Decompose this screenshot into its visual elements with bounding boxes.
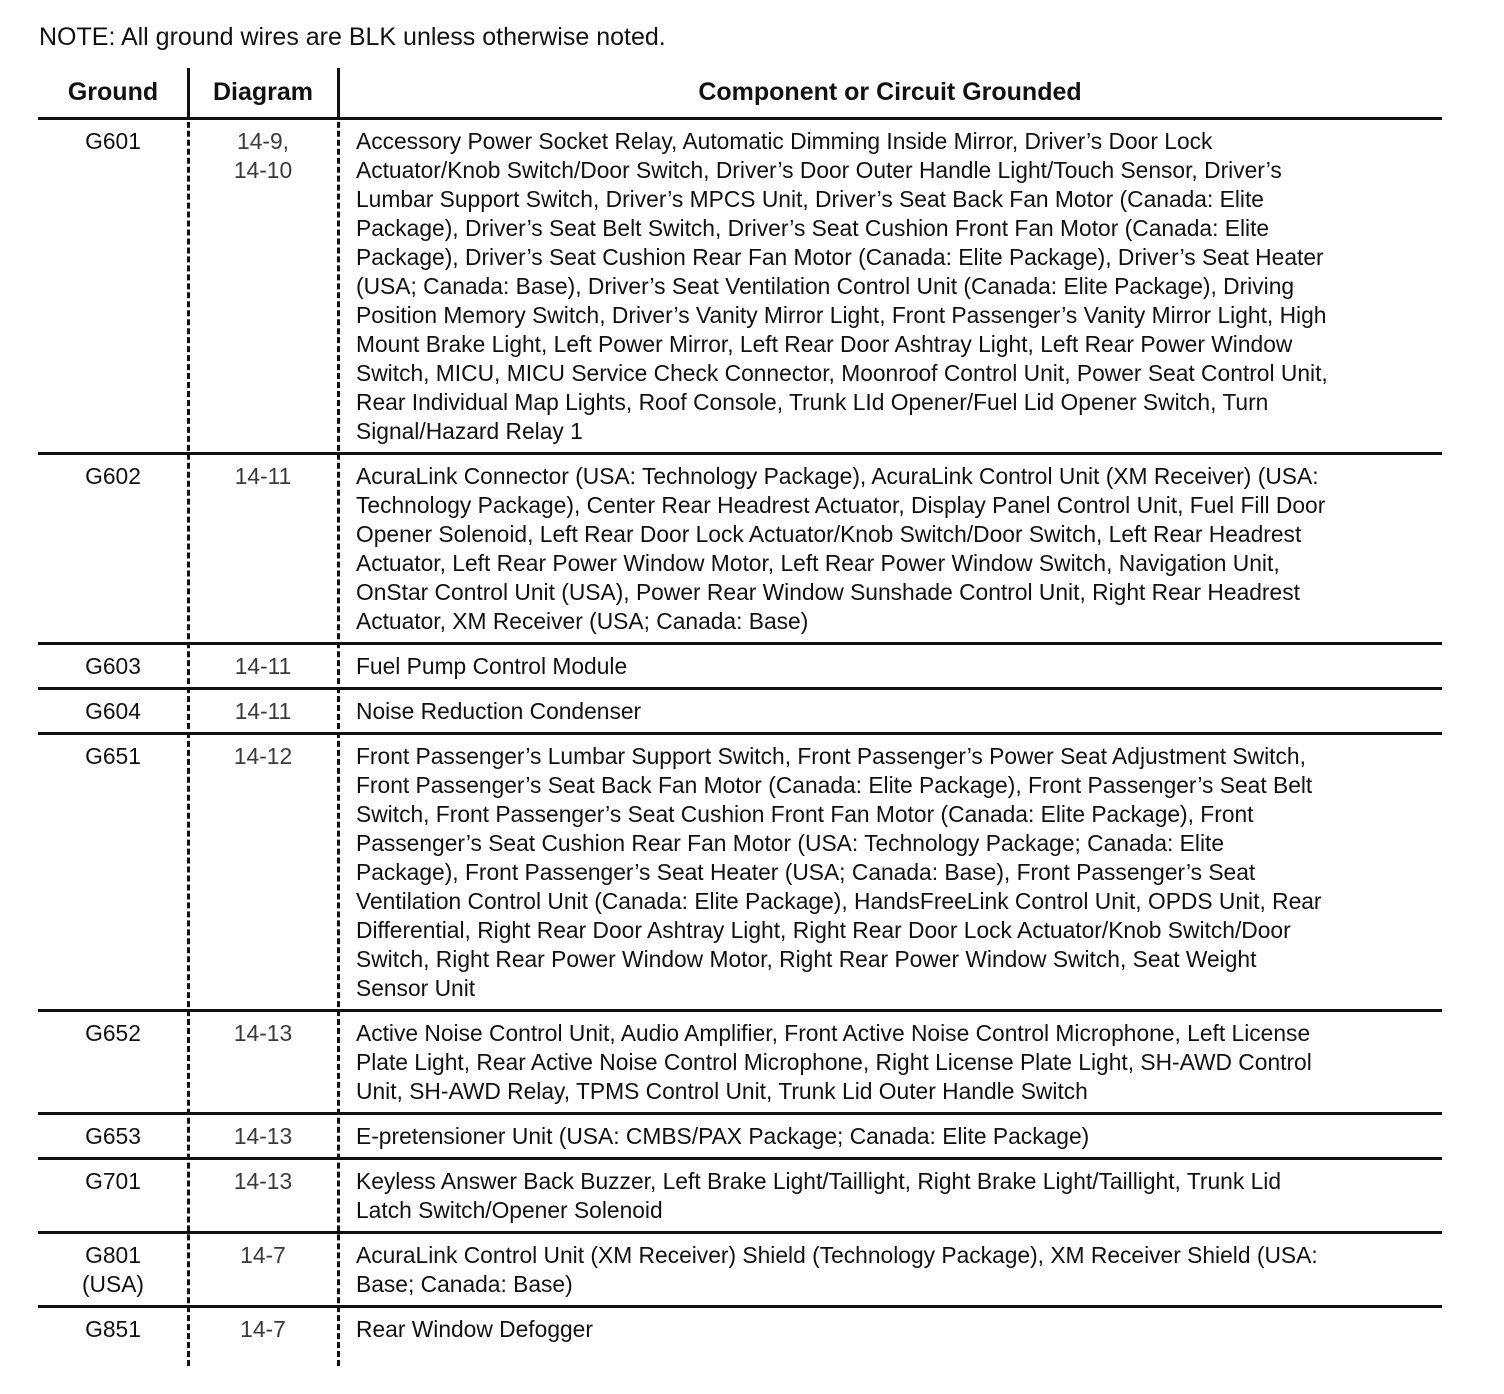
diagram-cell: 14-13 — [233, 1020, 293, 1046]
ground-cell: G604 — [85, 698, 141, 724]
ground-table — [38, 68, 1442, 1350]
table-row — [38, 1115, 1442, 1160]
component-cell: Rear Window Defogger — [356, 1316, 593, 1342]
table-row — [38, 645, 1442, 690]
table-row — [38, 120, 1442, 455]
component-cell: Accessory Power Socket Relay, Automatic Dimming Inside Mirror, Driver’s Door Lock Actuator/Knob Switch/Door Switch, Driver’s Door Outer Handle Light/Touch Sensor, Driver’s Lumbar Support Switch, Driver’s MPCS Unit, Driver’s Seat Back Fan Motor (Canada: Elite Package), Driver’s Seat Belt Switch, Driver’s Seat Cushion Front Fan Motor (Canada: Elite Package), Driver’s Seat Cushion Rear Fan Motor (Canada: Elite Package), Driver’s Seat Heater (USA; Canada: Base), Driver’s Seat Ventilation Control Unit (Canada: Elite Package), Driving Position Memory Switch, Driver’s Vanity Mirror Light, Front Passenger’s Vanity Mirror Light, High Mount Brake Light, Left Power Mirror, Left Rear Door Ashtray Light, Left Rear Power Window Switch, MICU, MICU Service Check Connector, Moonroof Control Unit, Power Seat Control Unit, Rear Individual Map Lights, Roof Console, Trunk LId Opener/Fuel Lid Opener Switch, Turn Signal/Hazard Relay 1 — [356, 128, 1328, 444]
table-row — [38, 735, 1442, 1012]
table-header — [38, 68, 1442, 120]
ground-cell: G801 (USA) — [81, 1242, 145, 1297]
diagram-cell: 14-13 — [233, 1168, 293, 1194]
component-cell: AcuraLink Connector (USA: Technology Package), AcuraLink Control Unit (XM Receiver) (USA: Technology Package), Center Rear Headrest Actuator, Display Panel Control Unit, Fuel Fill Door Opener Solenoid, Left Rear Door Lock Actuator/Knob Switch/Door Switch, Left Rear Headrest Actuator, Left Rear Power Window Motor, Left Rear Power Window Switch, Navigation Unit, OnStar Control Unit (USA), Power Rear Window Sunshade Control Unit, Right Rear Headrest Actuator, XM Receiver (USA; Canada: Base) — [356, 463, 1326, 634]
component-cell: Keyless Answer Back Buzzer, Left Brake Light/Taillight, Right Brake Light/Taillight, Trunk Lid Latch Switch/Opener Solenoid — [356, 1168, 1281, 1223]
ground-cell: G652 — [85, 1020, 141, 1046]
diagram-cell: 14-11 — [234, 653, 292, 679]
ground-cell: G602 — [85, 463, 141, 489]
diagram-cell: 14-9, 14-10 — [233, 128, 293, 183]
ground-cell: G851 — [85, 1316, 141, 1342]
diagram-cell: 14-7 — [240, 1316, 286, 1342]
component-cell: Front Passenger’s Lumbar Support Switch, Front Passenger’s Power Seat Adjustment Switch, Front Passenger’s Seat Back Fan Motor (Canada: Elite Package), Front Passenger’s Seat Belt Switch, Front Passenger’s Seat Cushion Front Fan Motor (Canada: Elite Package), Front Passenger’s Seat Cushion Rear Fan Motor (USA: Technology Package; Canada: Elite Package), Front Passenger’s Seat Heater (USA; Canada: Base), Front Passenger’s Seat Ventilation Control Unit (Canada: Elite Package), HandsFreeLink Control Unit, OPDS Unit, Rear Differential, Right Rear Door Ashtray Light, Right Rear Door Lock Actuator/Knob Switch/Door Switch, Right Rear Power Window Motor, Right Rear Power Window Switch, Seat Weight Sensor Unit — [356, 743, 1322, 1001]
diagram-cell: 14-11 — [234, 698, 292, 724]
component-cell: AcuraLink Control Unit (XM Receiver) Shield (Technology Package), XM Receiver Shield (USA: Base; Canada: Base) — [356, 1242, 1318, 1297]
component-cell: Noise Reduction Condenser — [356, 698, 642, 724]
table-row — [38, 1308, 1442, 1350]
table-row — [38, 1012, 1442, 1115]
note-text: NOTE: All ground wires are BLK unless otherwise noted. — [39, 23, 666, 51]
diagram-cell: 14-12 — [233, 743, 293, 769]
diagram-cell: 14-7 — [240, 1242, 286, 1268]
ground-cell: G651 — [85, 743, 141, 769]
component-cell: Active Noise Control Unit, Audio Amplifier, Front Active Noise Control Microphone, Left License Plate Light, Rear Active Noise Control Microphone, Right License Plate Light, SH-AWD Control Unit, SH-AWD Relay, TPMS Control Unit, Trunk Lid Outer Handle Switch — [356, 1020, 1312, 1104]
diagram-cell: 14-13 — [233, 1123, 293, 1149]
header-component: Component or Circuit Grounded — [698, 78, 1082, 106]
ground-cell: G701 — [85, 1168, 141, 1194]
diagram-cell: 14-11 — [234, 463, 292, 489]
table-row — [38, 455, 1442, 645]
header-ground: Ground — [67, 78, 159, 106]
table-row — [38, 1160, 1442, 1234]
ground-cell: G603 — [85, 653, 141, 679]
ground-cell: G653 — [85, 1123, 141, 1149]
table-row — [38, 690, 1442, 735]
header-diagram: Diagram — [212, 78, 314, 106]
component-cell: E-pretensioner Unit (USA: CMBS/PAX Package; Canada: Elite Package) — [356, 1123, 1090, 1149]
ground-cell: G601 — [85, 128, 141, 154]
table-body — [38, 120, 1442, 1350]
component-cell: Fuel Pump Control Module — [356, 653, 628, 679]
table-row — [38, 1234, 1442, 1308]
